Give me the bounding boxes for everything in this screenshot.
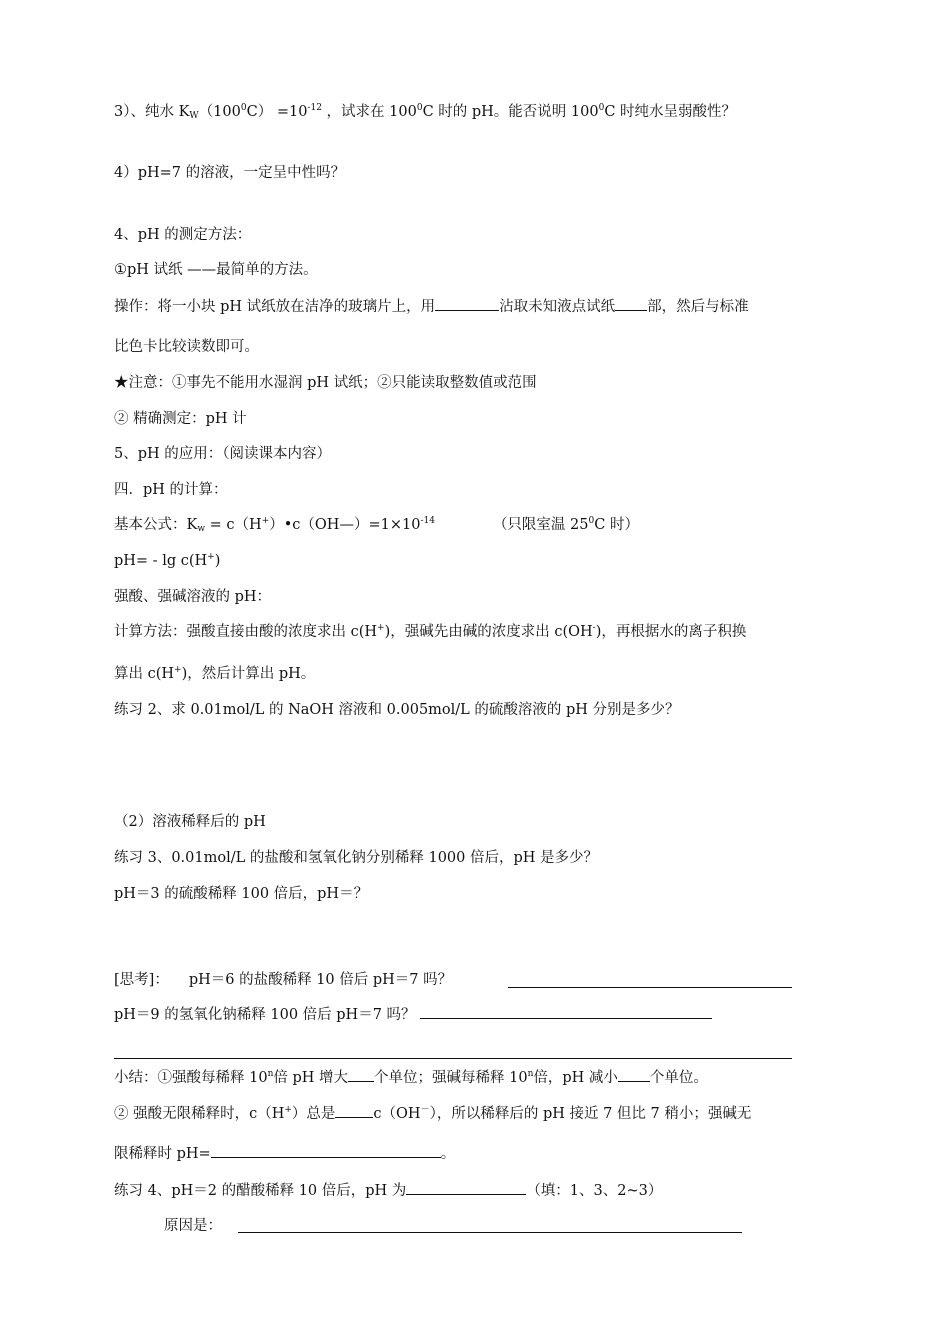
- summary-1: 小结：①强酸每稀释 10$^n$倍 pH 增大 个单位；强碱每稀释 10$^n$倍，pH 减小 个单位。: [114, 1069, 708, 1086]
- exercise-4: 练习 4、pH＝2 的醋酸稀释 10 倍后，pH 为 （填：1、3、2~3）: [114, 1180, 662, 1201]
- ph-definition: pH= - lg c(H+): [114, 552, 221, 569]
- note-line: ★注意：①事先不能用水湿润 pH 试纸；②只能读取整数值或范围: [114, 375, 537, 391]
- exercise-2: 练习 2、求 0.01mol/L 的 NaOH 溶液和 0.005mol/L 的硫酸溶液的 pH 分别是多少？: [114, 702, 680, 718]
- answer-rule[interactable]: [114, 1058, 792, 1059]
- fill-blank-exercise-4[interactable]: [406, 1180, 526, 1195]
- method-1: ①pH 试纸 ——最简单的方法。: [114, 262, 318, 278]
- reason-answer-line[interactable]: [238, 1232, 742, 1233]
- fill-blank-acid-units[interactable]: [348, 1067, 374, 1082]
- fill-blank-tool[interactable]: [435, 296, 499, 311]
- operation-line: 操作：将一小块 pH 试纸放在洁净的玻璃片上，用 沾取未知液点试纸 部，然后与标准: [114, 296, 749, 317]
- fill-blank-position[interactable]: [615, 296, 647, 311]
- section-four-title: 四．pH 的计算：: [114, 482, 228, 498]
- fill-blank-limit-ph[interactable]: [211, 1143, 441, 1158]
- exercise-3: 练习 3、0.01mol/L 的盐酸和氢氧化钠分别稀释 1000 倍后，pH 是多少？: [114, 850, 599, 866]
- fill-blank-base-units[interactable]: [618, 1067, 650, 1082]
- calc-method: 计算方法：强酸直接由酸的浓度求出 c(H+)，强碱先由碱的浓度求出 c(OH-)，再根据水的离子积换: [114, 623, 747, 640]
- think-answer-line[interactable]: [508, 987, 792, 988]
- fill-blank-compare[interactable]: [335, 1103, 373, 1118]
- reason-label: 原因是：: [164, 1218, 222, 1234]
- question-4: 4）pH=7 的溶液，一定呈中性吗？: [114, 165, 346, 181]
- think-line-2: pH＝9 的氢氧化钠稀释 100 倍后 pH＝7 吗？: [114, 1004, 712, 1025]
- think-line: [思考]： pH＝6 的盐酸稀释 10 倍后 pH＝7 吗？: [114, 972, 453, 988]
- operation-line-2: 比色卡比较读数即可。: [114, 339, 259, 355]
- basic-formula: 基本公式：$K_w$ = $c(H^+)•c(OH—)=1\times 10^{-14}$ （只限室温 $25^0C$ 时）: [114, 516, 639, 534]
- summary-2: ② 强酸无限稀释时，c（H+）总是 c（OH－），所以稀释后的 pH 接近 7 但比 7 稍小；强碱无: [114, 1105, 752, 1122]
- section-4-title: 4、pH 的测定方法：: [114, 227, 252, 243]
- question-3: 3）、纯水 $K_W(100^0C) =10^{-12}$ ，试求在 $100^0C$ 时的 pH。能否说明 $100^0C$ 时纯水呈弱酸性？: [114, 103, 737, 121]
- section-5: 5、pH 的应用：（阅读课本内容）: [114, 446, 332, 462]
- calc-method-2: 算出 c(H+)，然后计算出 pH。: [114, 665, 316, 682]
- strong-acid-base: 强酸、强碱溶液的 pH：: [114, 589, 272, 605]
- dilution-title: （2）溶液稀释后的 pH: [114, 814, 266, 830]
- think-answer-blank-2[interactable]: [420, 1004, 712, 1019]
- exercise-3b: pH＝3 的硫酸稀释 100 倍后，pH＝？: [114, 886, 369, 902]
- method-2: ② 精确测定：pH 计: [114, 411, 247, 427]
- summary-2b: 限稀释时 pH= 。: [114, 1143, 455, 1164]
